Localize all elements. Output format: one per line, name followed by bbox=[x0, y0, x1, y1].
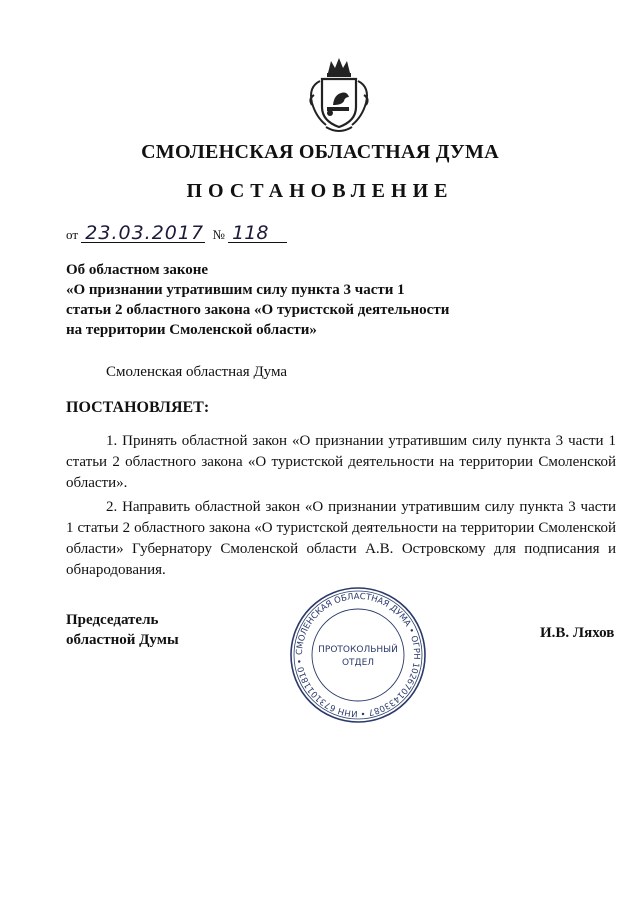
decree-heading: ПОСТАНОВЛЯЕТ: bbox=[66, 399, 210, 416]
subject-line: статьи 2 областного закона «О туристской деятельности bbox=[66, 302, 450, 318]
paragraph-text: 1. Принять областной закон «О признании утратившим силу пункта 3 части 1 статьи 2 областного закона «О туристской деятельности на территории Смоленской области». bbox=[66, 433, 616, 491]
signatory-title bbox=[66, 610, 179, 650]
date-number-line bbox=[66, 224, 287, 243]
signatory-title-line: Председатель bbox=[66, 612, 159, 628]
official-stamp bbox=[288, 585, 428, 725]
svg-text:СМОЛЕНСКАЯ ОБЛАСТНАЯ ДУМА • ОГ bbox=[295, 592, 421, 718]
subject-line: «О признании утратившим силу пункта 3 части 1 bbox=[66, 282, 405, 298]
date-prefix: от bbox=[66, 227, 79, 242]
organization-title: СМОЛЕНСКАЯ ОБЛАСТНАЯ ДУМА bbox=[141, 141, 499, 163]
number-prefix: № bbox=[212, 227, 225, 242]
handwritten-date: 23.03.2017 bbox=[81, 224, 205, 243]
coat-of-arms-icon bbox=[300, 55, 378, 137]
document-type-title: ПОСТАНОВЛЕНИЕ bbox=[186, 180, 454, 202]
paragraph-2 bbox=[66, 497, 616, 581]
stamp-inner-line: ОТДЕЛ bbox=[341, 658, 375, 668]
signatory-title-line: областной Думы bbox=[66, 632, 179, 648]
subject-line: Об областном законе bbox=[66, 262, 209, 278]
intro-text: Смоленская областная Дума bbox=[106, 364, 288, 380]
handwritten-number: 118 bbox=[228, 224, 287, 243]
paragraph-text: 2. Направить областной закон «О признании утратившим силу пункта 3 части 1 статьи 2 областного закона «О туристской деятельности на территории Смоленской области» Губернатору Смоленской области А.В. Островскому для подписания и обнародования. bbox=[66, 499, 616, 578]
signatory-name: И.В. Ляхов bbox=[540, 625, 615, 641]
subject-line: на территории Смоленской области» bbox=[66, 322, 317, 338]
paragraph-1 bbox=[66, 431, 616, 494]
document-subject bbox=[66, 260, 449, 340]
stamp-inner-line: ПРОТОКОЛЬНЫЙ bbox=[318, 645, 398, 655]
stamp-outer-text: СМОЛЕНСКАЯ ОБЛАСТНАЯ ДУМА • ОГРН 1026701433087 • ИНН 6731011810 • bbox=[294, 591, 422, 719]
